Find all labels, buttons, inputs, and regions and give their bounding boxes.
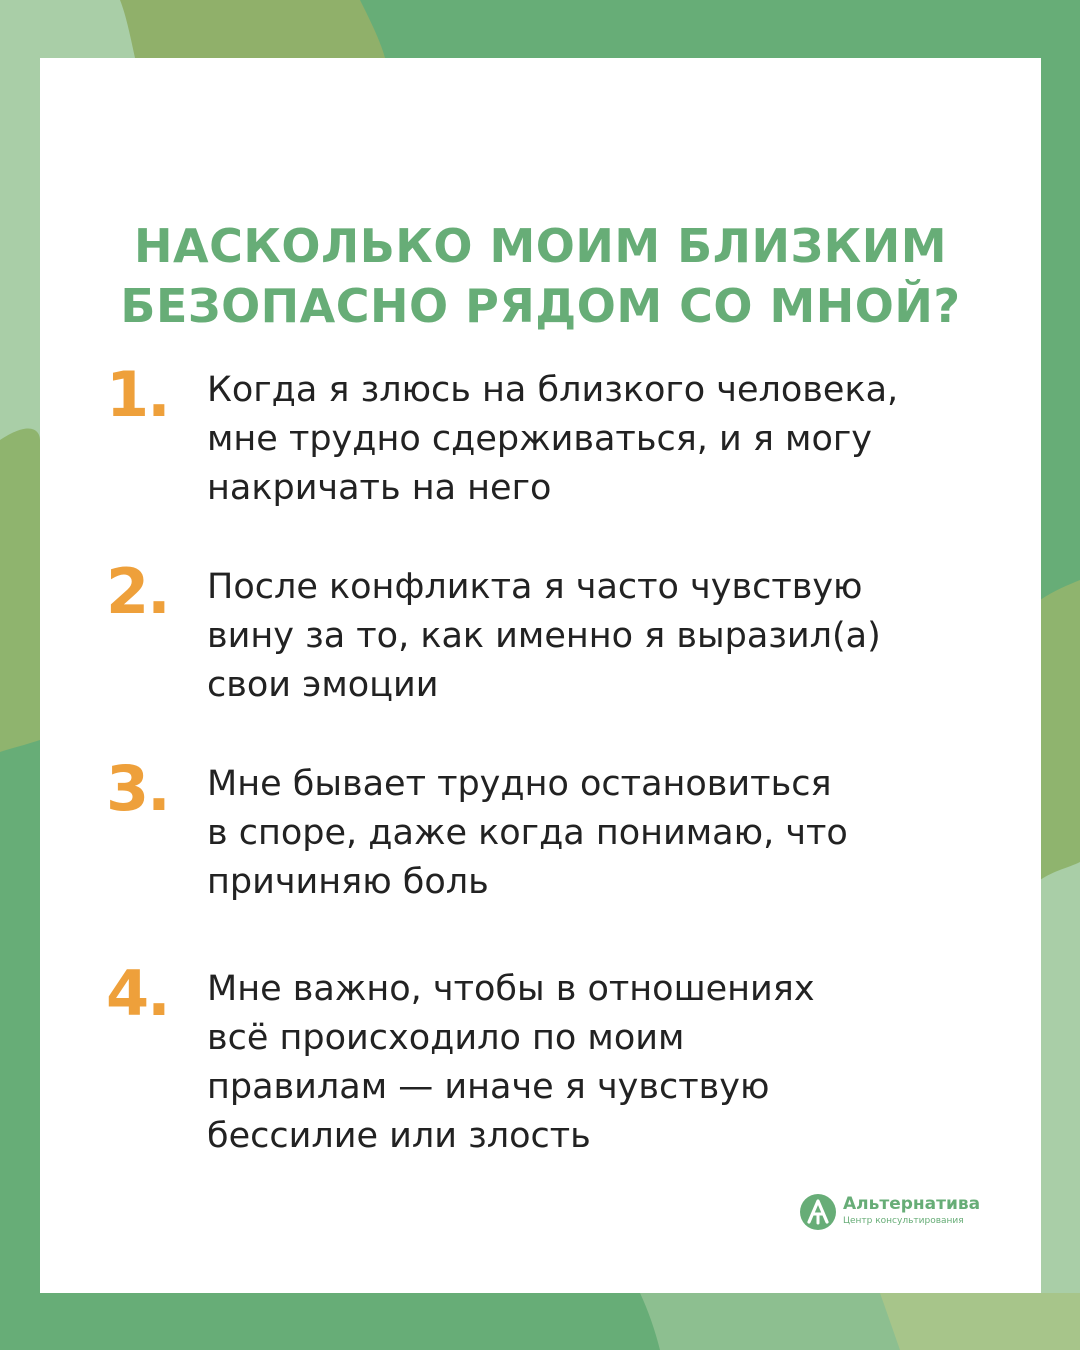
title-line-1: НАСКОЛЬКО МОИМ БЛИЗКИМ (133, 219, 948, 273)
bg-shape-yellow-bottom (880, 1293, 1080, 1350)
item-text (207, 965, 1007, 1161)
item-text-line: бессилие или злость (207, 1116, 591, 1156)
letter-a-circle-icon (800, 1194, 836, 1230)
item-text-line: правилам — иначе я чувствую (207, 1067, 770, 1107)
item-text-line: всё происходило по моим (207, 1018, 685, 1058)
item-text (207, 563, 1007, 710)
item-number: 3. (106, 752, 169, 825)
item-number: 1. (106, 358, 169, 431)
item-text-line: Когда я злюсь на близкого человека, (207, 370, 899, 410)
item-number: 2. (106, 555, 169, 628)
logo-subtitle: Центр консультирования (843, 1216, 964, 1226)
item-text-line: мне трудно сдерживаться, и я могу (207, 419, 872, 459)
title-line-2: БЕЗОПАСНО РЯДОМ СО МНОЙ? (120, 279, 961, 333)
bg-shape-olive-top (120, 0, 385, 58)
item-text-line: После конфликта я часто чувствую (207, 567, 863, 607)
item-text-line: причиняю боль (207, 862, 489, 902)
item-text (207, 366, 1007, 513)
logo-name: Альтернатива (843, 1194, 981, 1214)
item-text-line: Мне важно, чтобы в отношениях (207, 969, 815, 1009)
item-text-line: вину за то, как именно я выразил(а) (207, 616, 881, 656)
item-text (207, 760, 1007, 907)
bg-shape-olive-right (1040, 580, 1080, 900)
item-text-line: накричать на него (207, 468, 552, 508)
brand-logo (800, 1194, 1000, 1234)
bg-shape-olive-left (0, 428, 40, 752)
item-text-line: в споре, даже когда понимаю, что (207, 813, 848, 853)
bg-shape-light-right (1040, 862, 1080, 1350)
content-card (40, 58, 1041, 1293)
item-text-line: Мне бывает трудно остановиться (207, 764, 832, 804)
page-title (40, 216, 1041, 336)
item-number: 4. (106, 957, 169, 1030)
item-text-line: свои эмоции (207, 665, 439, 705)
